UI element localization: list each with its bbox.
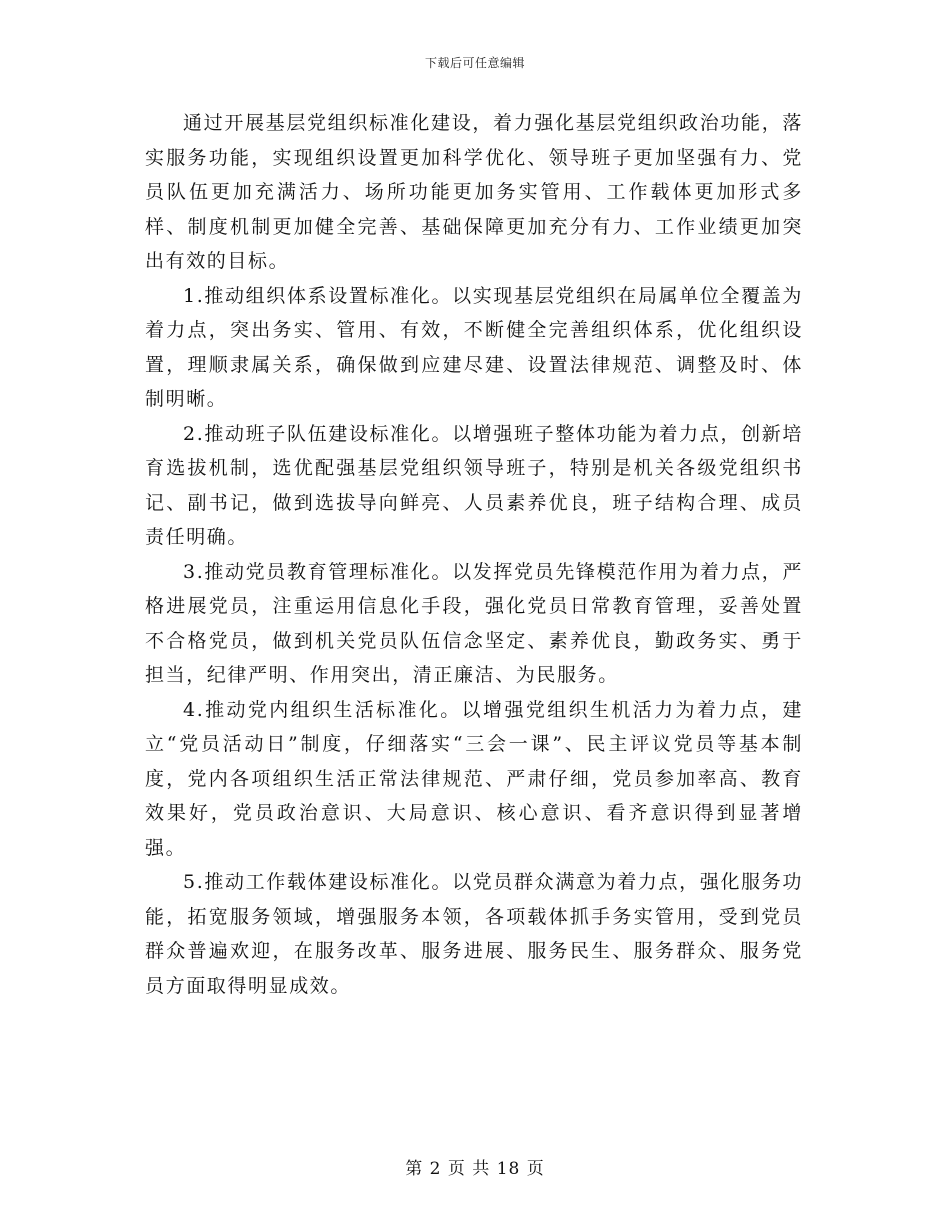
paragraph-item-4: 4.推动党内组织生活标准化。以增强党组织生机活力为着力点，建立“党员活动日”制度，仔细落实“三会一课”、民主评议党员等基本制度，党内各项组织生活正常法律规范、严肃仔细，党员参加率高、教育效果好，党员政治意识、大局意识、核心意识、看齐意识得到显著增强。	[145, 698, 803, 859]
paragraph-item-5: 5.推动工作载体建设标准化。以党员群众满意为着力点，强化服务功能，拓宽服务领域，增强服务本领，各项载体抓手务实管用，受到党员群众普遍欢迎，在服务改革、服务进展、服务民生、服务群众、服务党员方面取得明显成效。	[145, 871, 803, 997]
paragraph-item-2: 2.推动班子队伍建设标准化。以增强班子整体功能为着力点，创新培育选拔机制，选优配强基层党组织领导班子，特别是机关各级党组织书记、副书记，做到选拔导向鲜亮、人员素养优良，班子结构合理、成员责任明确。	[145, 422, 803, 548]
page-number: 第 2 页 共 18 页	[405, 1159, 545, 1179]
paragraph-intro: 通过开展基层党组织标准化建设，着力强化基层党组织政治功能，落实服务功能，实现组织设置更加科学优化、领导班子更加坚强有力、党员队伍更加充满活力、场所功能更加务实管用、工作载体更加形式多样、制度机制更加健全完善、基础保障更加充分有力、工作业绩更加突出有效的目标。	[145, 112, 803, 272]
document-body	[145, 106, 803, 1003]
paragraph-item-3: 3.推动党员教育管理标准化。以发挥党员先锋模范作用为着力点，严格进展党员，注重运用信息化手段，强化党员日常教育管理，妥善处置不合格党员，做到机关党员队伍信念坚定、素养优良，勤政务实、勇于担当，纪律严明、作用突出，清正廉洁、为民服务。	[145, 560, 803, 686]
paragraph-item-1: 1.推动组织体系设置标准化。以实现基层党组织在局属单位全覆盖为着力点，突出务实、管用、有效，不断健全完善组织体系，优化组织设置，理顺隶属关系，确保做到应建尽建、设置法律规范、调整及时、体制明晰。	[145, 284, 803, 410]
page-header: 下载后可任意编辑	[424, 56, 525, 70]
